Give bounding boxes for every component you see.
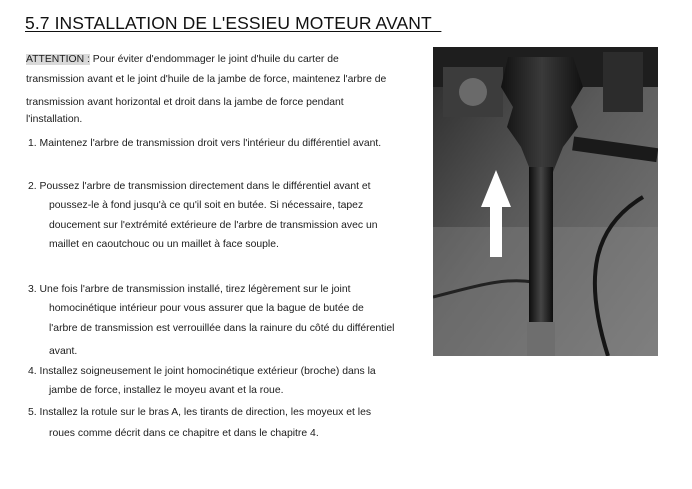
- step-4-line-2: jambe de force, installez le moyeu avant et la roue.: [49, 385, 284, 396]
- step-5-line-1: 5. Installez la rotule sur le bras A, les tirants de direction, les moyeux et les: [28, 407, 372, 418]
- page-title: 5.7 INSTALLATION DE L'ESSIEU MOTEUR AVANT: [25, 13, 442, 33]
- step-4-line-1: 4. Installez soigneusement le joint homocinétique extérieur (broche) dans la: [28, 366, 376, 377]
- suspension-part: [603, 52, 643, 112]
- step-2-line-4: maillet en caoutchouc ou un maillet à face souple.: [49, 239, 279, 250]
- driveshaft-photo: [433, 47, 658, 356]
- step-3-line-4: avant.: [49, 346, 78, 357]
- step-5-line-2: roues comme décrit dans ce chapitre et dans le chapitre 4.: [49, 428, 319, 439]
- shaft-end: [527, 322, 555, 356]
- attention-line-3: transmission avant horizontal et droit dans la jambe de force pendant: [26, 97, 344, 108]
- attention-line-2: transmission avant et le joint d'huile de la jambe de force, maintenez l'arbre de: [26, 74, 387, 85]
- step-2-line-1: 2. Poussez l'arbre de transmission directement dans le différentiel avant et: [28, 181, 371, 192]
- step-1-line-1: 1. Maintenez l'arbre de transmission droit vers l'intérieur du différentiel avant.: [28, 138, 382, 149]
- step-3-line-2: homocinétique intérieur pour vous assurer que la bague de butée de: [49, 303, 364, 314]
- step-2-line-3: doucement sur l'extrémité extérieure de l'arbre de transmission avec un: [49, 220, 378, 231]
- differential-bolt: [459, 78, 487, 106]
- driveshaft-photo-svg: [433, 47, 658, 356]
- step-2-line-2: poussez-le à fond jusqu'à ce qu'il soit en butée. Si nécessaire, tapez: [49, 200, 364, 211]
- step-3-line-1: 3. Une fois l'arbre de transmission installé, tirez légèrement sur le joint: [28, 284, 351, 295]
- step-3-line-3: l'arbre de transmission est verrouillée dans la rainure du côté du différentiel: [49, 323, 395, 334]
- attention-line-1: [26, 53, 339, 66]
- attention-label: ATTENTION :: [26, 54, 90, 65]
- attention-line-4: l'installation.: [26, 114, 83, 125]
- attention-text: Pour éviter d'endommager le joint d'huile du carter de: [89, 54, 339, 65]
